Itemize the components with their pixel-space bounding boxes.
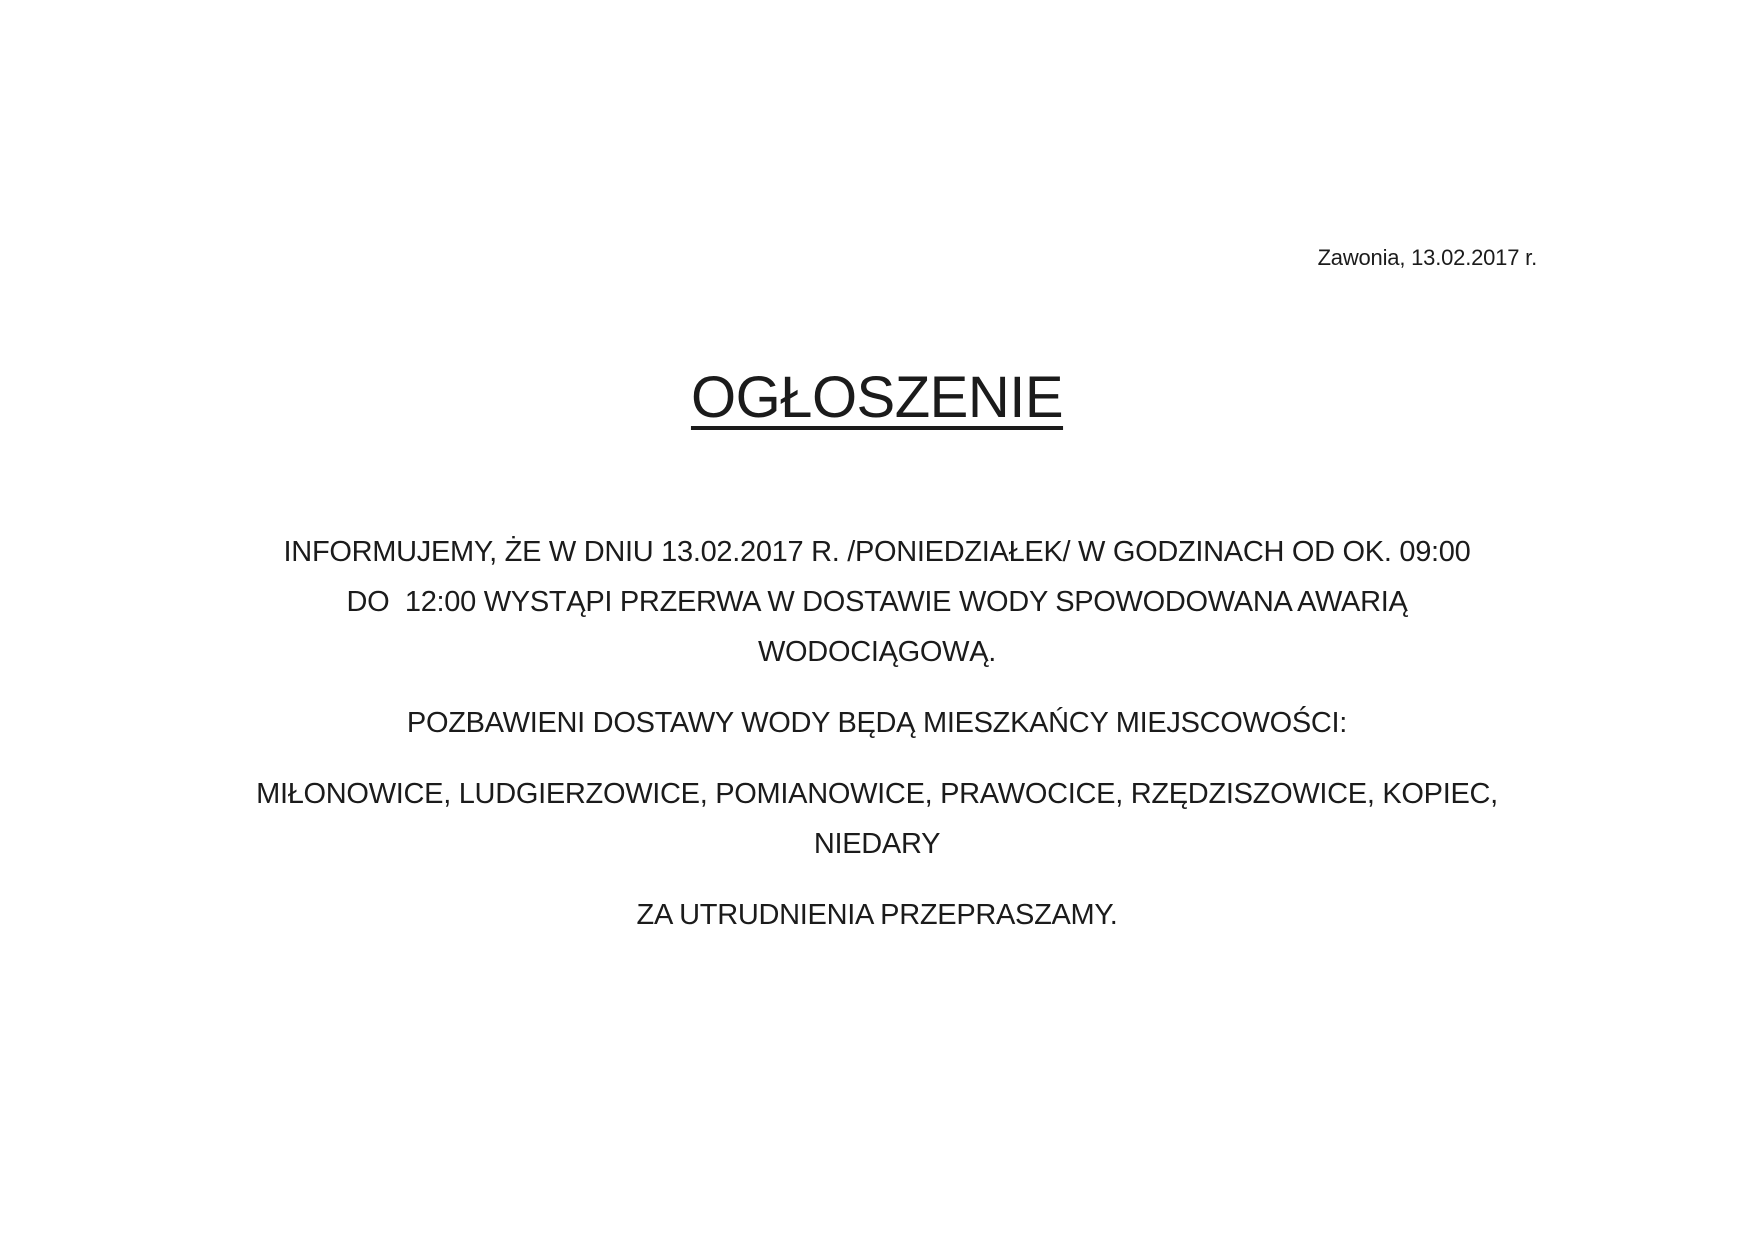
- paragraph-line: INFORMUJEMY, ŻE W DNIU 13.02.2017 R. /PONIEDZIAŁEK/ W GODZINACH OD OK. 09:00: [283, 536, 1471, 568]
- dateline: Zawonia, 13.02.2017 r.: [1317, 245, 1537, 270]
- paragraph-affected-residents-header: [190, 698, 1564, 748]
- paragraph-line: POZBAWIENI DOSTAWY WODY BĘDĄ MIESZKAŃCY MIEJSCOWOŚCI:: [406, 707, 1348, 739]
- paragraph-water-outage-info: [190, 527, 1564, 677]
- announcement-content: [190, 0, 1564, 940]
- title-row: [190, 356, 1564, 440]
- paragraph-village-list: [190, 769, 1564, 869]
- paragraph-apology: [190, 890, 1564, 940]
- page-title: OGŁOSZENIE: [690, 365, 1064, 430]
- paragraph-line: ZA UTRUDNIENIA PRZEPRASZAMY.: [636, 899, 1118, 931]
- paragraph-line: MIŁONOWICE, LUDGIERZOWICE, POMIANOWICE, PRAWOCICE, RZĘDZISZOWICE, KOPIEC,: [256, 778, 1498, 810]
- paragraph-line: DO 12:00 WYSTĄPI PRZERWA W DOSTAWIE WODY SPOWODOWANA AWARIĄ: [346, 586, 1408, 618]
- paragraph-line: WODOCIĄGOWĄ.: [757, 636, 997, 668]
- paragraph-line: NIEDARY: [813, 828, 941, 860]
